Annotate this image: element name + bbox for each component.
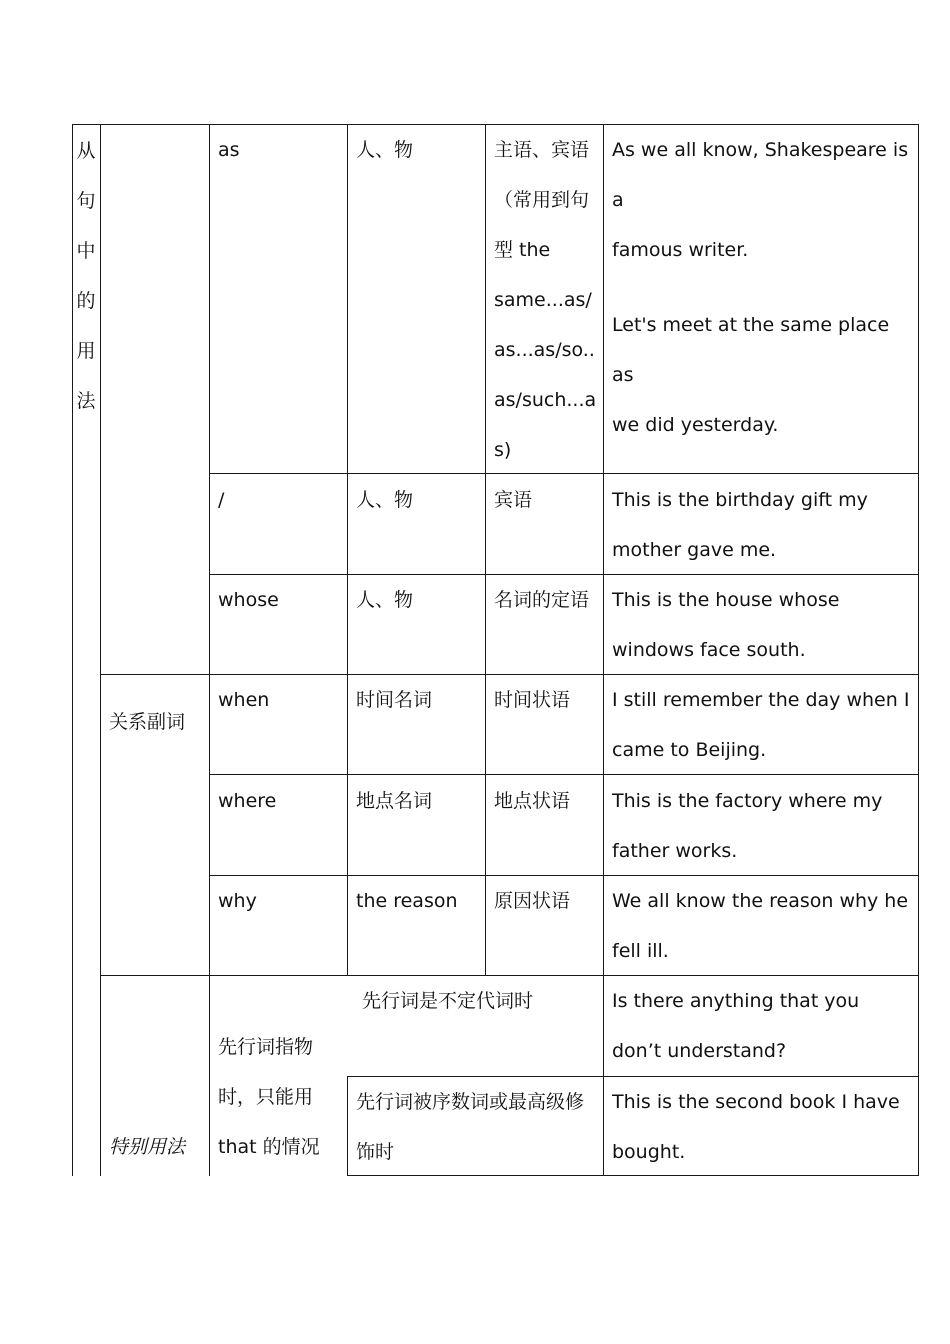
column-divider xyxy=(100,124,101,1176)
word-cell-where: where xyxy=(218,790,277,812)
grammar-table xyxy=(72,124,919,1176)
column-divider xyxy=(347,124,348,976)
example-cell: This is the second book I have bought. xyxy=(612,1091,900,1163)
word-cell-when: when xyxy=(218,689,270,711)
word-cell-as: as xyxy=(218,139,240,161)
word-cell-whose: whose xyxy=(218,589,279,611)
table-border-right xyxy=(918,124,919,1176)
word-cell-none: / xyxy=(218,489,225,511)
category-char: 法 xyxy=(76,390,96,412)
example-cell: This is the house whose windows face south. xyxy=(612,589,840,661)
category-char: 的 xyxy=(76,290,96,312)
example-cell: Is there anything that you don’t understand? xyxy=(612,990,860,1062)
special-case-cell: 先行词是不定代词时 xyxy=(362,990,534,1012)
category-char: 从 xyxy=(76,140,96,162)
column-divider xyxy=(209,124,210,1176)
example-cell: As we all know, Shakespeare is a famous writer. Let's meet at the same place as we did yesterday. xyxy=(612,139,909,436)
function-cell: 时间状语 xyxy=(494,689,571,711)
category-char: 用 xyxy=(76,340,96,362)
category-label-vertical xyxy=(72,124,100,426)
word-cell-why: why xyxy=(218,890,257,912)
category-char: 句 xyxy=(76,190,96,212)
example-cell: This is the factory where my father works. xyxy=(612,790,883,862)
special-case-cell: 先行词被序数词或最高级修 饰时 xyxy=(356,1091,585,1163)
antecedent-cell: 地点名词 xyxy=(356,790,433,812)
function-cell: 地点状语 xyxy=(494,790,571,812)
section-label-special-usage: 特别用法 xyxy=(109,1136,186,1158)
example-cell: I still remember the day when I came to Beijing. xyxy=(612,689,910,761)
section-label-relative-adverb: 关系副词 xyxy=(109,711,186,733)
example-cell: We all know the reason why he fell ill. xyxy=(612,890,909,962)
antecedent-cell: the reason xyxy=(356,890,458,912)
antecedent-cell: 时间名词 xyxy=(356,689,433,711)
special-condition-cell: 先行词指物 时，只能用 that 的情况 xyxy=(218,1036,320,1158)
function-cell: 原因状语 xyxy=(494,890,571,912)
function-cell: 主语、宾语 （常用到句 型 the same...as/ as...as/so.. as/such...a s) xyxy=(494,139,597,461)
function-cell: 名词的定语 xyxy=(494,589,590,611)
antecedent-cell: 人、物 xyxy=(356,139,414,161)
category-char: 中 xyxy=(76,240,96,262)
function-cell: 宾语 xyxy=(494,489,533,511)
antecedent-cell: 人、物 xyxy=(356,589,414,611)
example-cell: This is the birthday gift my mother gave me. xyxy=(612,489,868,561)
antecedent-cell: 人、物 xyxy=(356,489,414,511)
